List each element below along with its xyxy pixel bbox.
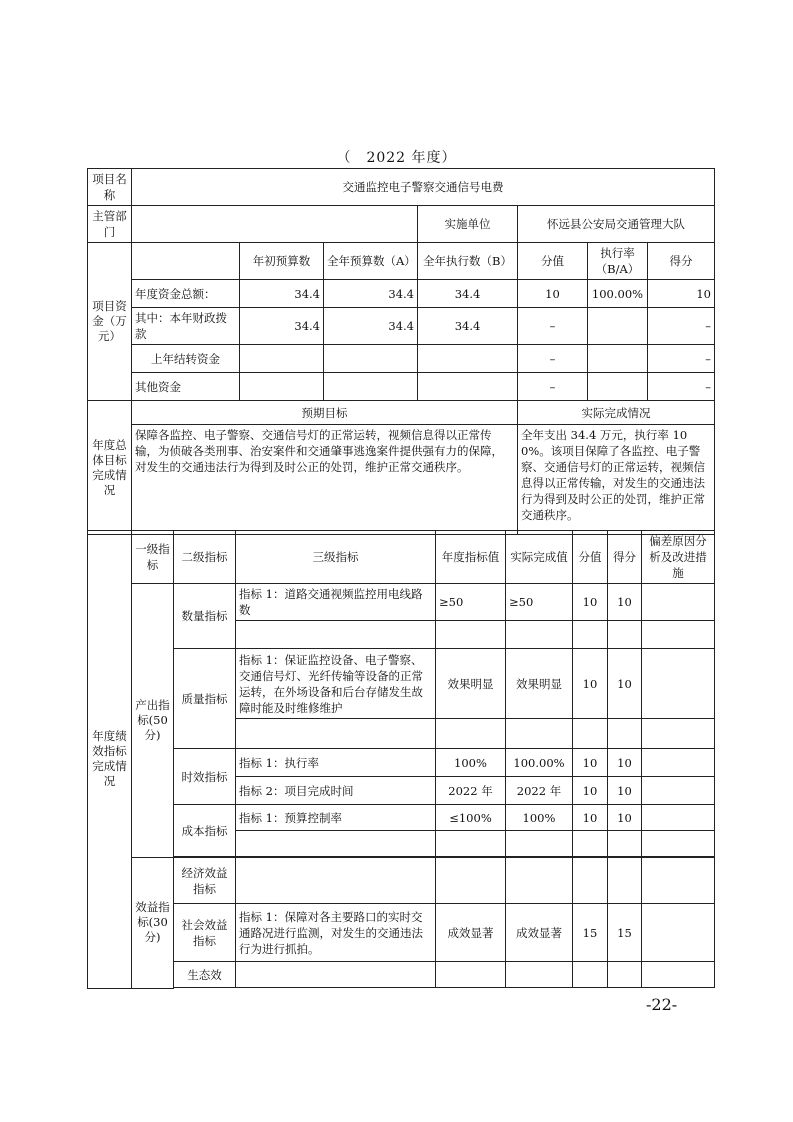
funds-score-value: – xyxy=(518,308,588,345)
funds-annual xyxy=(324,345,418,373)
funds-executed xyxy=(418,373,518,401)
funds-row-label: 上年结转资金 xyxy=(132,345,240,373)
goal-label: 年度总体目标完成情况 xyxy=(88,401,132,535)
project-name: 交通监控电子警察交通信号电费 xyxy=(132,169,715,206)
indicator-score-value: 15 xyxy=(573,904,608,962)
funds-row xyxy=(88,308,715,345)
header-score: 得分 xyxy=(608,531,642,584)
funds-executed: 34.4 xyxy=(418,308,518,345)
header-score-value: 分值 xyxy=(573,531,608,584)
header-target: 年度指标值 xyxy=(436,531,506,584)
indicator-deviation xyxy=(642,584,715,621)
goal-expected-text: 保障各监控、电子警察、交通信号灯的正常运转，视频信息得以正常传输，为侦破各类刑事、治安案件和交通肇事逃逸案件提供强有力的保障，对发生的交通违法行为得到及时公正的处罚，维护正常交通秩序。 xyxy=(132,425,518,535)
table-row xyxy=(88,584,715,621)
table-row xyxy=(88,904,715,962)
funds-initial xyxy=(240,345,324,373)
funds-row xyxy=(88,280,715,308)
funds-score-value: – xyxy=(518,345,588,373)
indicator-target: 100% xyxy=(436,749,506,777)
header-level2: 二级指标 xyxy=(174,531,236,584)
project-funds-table xyxy=(87,168,715,535)
indicator-name: 指标 1：保障对各主要路口的实时交通路况进行监测，对发生的交通违法行为进行抓拍。 xyxy=(236,904,436,962)
indicator-score-value: 10 xyxy=(573,749,608,777)
indicator-actual: 2022 年 xyxy=(506,777,573,805)
indicator-target: 2022 年 xyxy=(436,777,506,805)
header-rate: 执行率（B/A） xyxy=(588,243,648,280)
table-row xyxy=(88,749,715,777)
timeliness-indicator-label: 时效指标 xyxy=(174,749,236,805)
indicator-score-value: 10 xyxy=(573,805,608,831)
indicator-actual: 成效显著 xyxy=(506,904,573,962)
indicator-deviation xyxy=(642,649,715,719)
benefit-indicator-label: 效益指标(30分) xyxy=(132,858,174,989)
year-label: （ 2022 年度） xyxy=(336,150,457,166)
header-score-value: 分值 xyxy=(518,243,588,280)
table-row xyxy=(88,962,715,988)
performance-section-label: 年度绩效指标完成情况 xyxy=(88,531,132,989)
header-initial: 年初预算数 xyxy=(240,243,324,280)
funds-executed xyxy=(418,345,518,373)
cost-indicator-label: 成本指标 xyxy=(174,805,236,857)
funds-row xyxy=(88,373,715,401)
indicator-target: 成效显著 xyxy=(436,904,506,962)
funds-annual: 34.4 xyxy=(324,308,418,345)
indicator-deviation xyxy=(642,777,715,805)
goal-expected-header: 预期目标 xyxy=(132,401,518,425)
table-row xyxy=(88,805,715,831)
quantity-indicator-label: 数量指标 xyxy=(174,584,236,649)
funds-score: – xyxy=(648,308,715,345)
indicator-actual: ≥50 xyxy=(506,584,573,621)
indicator-name: 指标 1：执行率 xyxy=(236,749,436,777)
funds-row xyxy=(88,345,715,373)
table-row xyxy=(88,649,715,719)
indicator-score: 10 xyxy=(608,649,642,719)
funds-initial xyxy=(240,373,324,401)
indicator-score: 10 xyxy=(608,584,642,621)
dept-label: 主管部门 xyxy=(88,206,132,243)
funds-score: 10 xyxy=(648,280,715,308)
header-score: 得分 xyxy=(648,243,715,280)
indicator-name: 指标 1：预算控制率 xyxy=(236,805,436,831)
funds-executed: 34.4 xyxy=(418,280,518,308)
funds-annual xyxy=(324,373,418,401)
goal-actual-header: 实际完成情况 xyxy=(518,401,715,425)
indicator-target: ≥50 xyxy=(436,584,506,621)
indicator-score-value: 10 xyxy=(573,649,608,719)
funds-score: – xyxy=(648,345,715,373)
indicator-deviation xyxy=(642,805,715,831)
economic-indicator-label: 经济效益指标 xyxy=(174,858,236,904)
ecological-indicator-label: 生态效 xyxy=(174,962,236,988)
funds-score: – xyxy=(648,373,715,401)
project-name-label: 项目名称 xyxy=(88,169,132,206)
indicator-name: 指标 2：项目完成时间 xyxy=(236,777,436,805)
funds-row-label: 其中：本年财政拨款 xyxy=(132,308,240,345)
quality-indicator-label: 质量指标 xyxy=(174,649,236,749)
indicator-score-value: 10 xyxy=(573,584,608,621)
funds-row-label: 年度资金总额： xyxy=(132,280,240,308)
header-executed: 全年执行数（B） xyxy=(418,243,518,280)
funds-annual: 34.4 xyxy=(324,280,418,308)
funds-initial: 34.4 xyxy=(240,280,324,308)
indicator-target: 效果明显 xyxy=(436,649,506,719)
funds-rate xyxy=(588,345,648,373)
funds-label: 项目资金（万元） xyxy=(88,243,132,401)
indicator-score: 10 xyxy=(608,749,642,777)
indicator-actual: 效果明显 xyxy=(506,649,573,719)
funds-header-blank xyxy=(132,243,240,280)
indicator-deviation xyxy=(642,749,715,777)
indicator-target: ≤100% xyxy=(436,805,506,831)
indicator-name: 指标 1：道路交通视频监控用电线路数 xyxy=(236,584,436,621)
indicator-score-value: 10 xyxy=(573,777,608,805)
indicator-name: 指标 1：保证监控设备、电子警察、交通信号灯、光纤传输等设备的正常运转，在外场设备和后台存储发生故障时能及时维修维护 xyxy=(236,649,436,719)
indicator-actual: 100.00% xyxy=(506,749,573,777)
funds-rate xyxy=(588,308,648,345)
header-annual: 全年预算数（A） xyxy=(324,243,418,280)
indicator-score: 15 xyxy=(608,904,642,962)
funds-row-label: 其他资金 xyxy=(132,373,240,401)
page-number: -22- xyxy=(646,995,678,1014)
indicator-deviation xyxy=(642,904,715,962)
indicator-score: 10 xyxy=(608,777,642,805)
funds-score-value: – xyxy=(518,373,588,401)
header-deviation: 偏差原因分析及改进措施 xyxy=(642,531,715,584)
goal-actual-text: 全年支出 34.4 万元，执行率 100%。该项目保障了各监控、电子警察、交通信号灯的正常运转，视频信息得以正常传输，对发生的交通违法行为得到及时公正的处罚，维护正常交通秩序。 xyxy=(518,425,715,535)
table-row xyxy=(88,858,715,904)
funds-rate: 100.00% xyxy=(588,280,648,308)
indicator-score: 10 xyxy=(608,805,642,831)
indicator-actual: 100% xyxy=(506,805,573,831)
output-indicator-label: 产出指标(50分) xyxy=(132,584,174,858)
funds-score-value: 10 xyxy=(518,280,588,308)
impl-value: 怀远县公安局交通管理大队 xyxy=(518,206,715,243)
funds-rate xyxy=(588,373,648,401)
impl-label: 实施单位 xyxy=(418,206,518,243)
header-level3: 三级指标 xyxy=(236,531,436,584)
social-indicator-label: 社会效益指标 xyxy=(174,904,236,962)
header-actual: 实际完成值 xyxy=(506,531,573,584)
funds-initial: 34.4 xyxy=(240,308,324,345)
performance-table xyxy=(87,530,715,989)
header-level1: 一级指标 xyxy=(132,531,174,584)
dept-value xyxy=(132,206,418,243)
